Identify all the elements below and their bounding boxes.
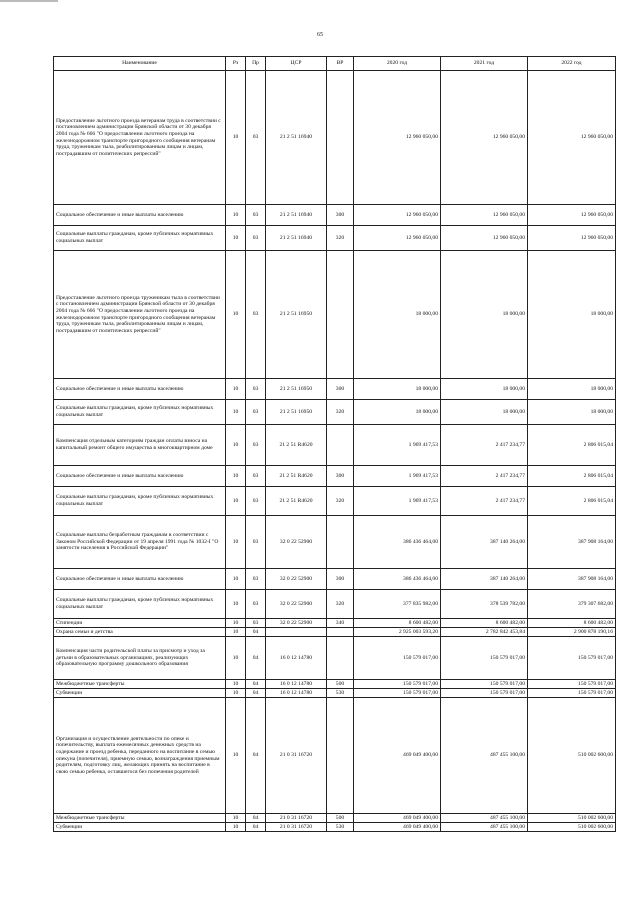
table-row [54,487,616,516]
table-row [54,814,616,823]
cell-name: Социальные выплаты безработным гражданам в соответствии с Законом Российской Федерации от 19 апреля 1991 года № 1032-I "О занятости населения в Российской Федерации" [54,516,226,569]
cell-year-2022: 510 002 600,00 [528,814,616,823]
cell-year-2022: 2 806 015,04 [528,466,616,487]
cell-vr [327,628,354,637]
cell-name: Стипендии [54,619,226,628]
header-cell: ЦСР [266,57,327,71]
cell-vr: 320 [327,226,354,251]
cell-csr: 21 0 31 16720 [266,823,327,832]
cell-pr: 03 [246,619,266,628]
cell-name: Социальное обеспечение и иные выплаты населению [54,379,226,400]
cell-year-2021: 18 000,00 [441,400,528,425]
cell-year-2020: 18 000,00 [354,400,441,425]
cell-year-2021: 12 960 050,00 [441,226,528,251]
table-row [54,226,616,251]
cell-name: Организация и осуществление деятельности по опеке и попечительству, выплата ежемесячных денежных средств на содержание и проезд ребенка, переданного на воспитание в семью опекуна (попечителя), приемную семью, вознаграждения приемным родителям, подготовку лиц, желающих принять на воспитание в свою семью ребенка, оставшегося без попечения родителей [54,698,226,814]
cell-year-2021: 487 455 100,00 [441,823,528,832]
cell-name: Межбюджетные трансферты [54,814,226,823]
cell-vr: 320 [327,400,354,425]
cell-year-2020: 2 925 003 593,20 [354,628,441,637]
cell-year-2020: 18 000,00 [354,379,441,400]
page-number: 65 [317,32,323,38]
scan-edge-mark [0,0,58,2]
cell-year-2022: 18 000,00 [528,379,616,400]
cell-pr: 04 [246,628,266,637]
cell-rz: 10 [226,619,246,628]
cell-vr [327,425,354,466]
table-body [54,71,616,832]
header-cell: 2022 год [528,57,616,71]
cell-year-2021: 487 455 100,00 [441,698,528,814]
cell-csr: 21 2 51 16950 [266,400,327,425]
cell-name: Охрана семьи и детства [54,628,226,637]
table-row [54,71,616,205]
cell-year-2022: 2 806 015,04 [528,425,616,466]
cell-rz: 10 [226,379,246,400]
cell-csr: 21 2 51 R4620 [266,466,327,487]
cell-vr: 300 [327,569,354,590]
table-row [54,637,616,680]
cell-year-2020: 150 579 017,00 [354,680,441,689]
cell-year-2020: 18 000,00 [354,251,441,379]
cell-rz: 10 [226,698,246,814]
cell-rz: 10 [226,71,246,205]
table-header-row [54,57,616,71]
cell-rz: 10 [226,400,246,425]
cell-csr [266,628,327,637]
cell-year-2022: 12 960 050,00 [528,205,616,226]
cell-year-2021: 12 960 050,00 [441,205,528,226]
cell-vr: 320 [327,487,354,516]
cell-vr: 300 [327,466,354,487]
cell-rz: 10 [226,516,246,569]
cell-year-2020: 12 960 050,00 [354,205,441,226]
cell-rz: 10 [226,251,246,379]
cell-vr [327,698,354,814]
cell-year-2022: 8 600 482,00 [528,619,616,628]
table-row [54,379,616,400]
cell-csr: 21 0 31 16720 [266,698,327,814]
cell-pr: 03 [246,400,266,425]
table-row [54,680,616,689]
cell-year-2022: 12 960 050,00 [528,226,616,251]
cell-pr: 03 [246,590,266,619]
cell-name: Субвенции [54,689,226,698]
cell-year-2022: 510 002 600,00 [528,823,616,832]
cell-vr [327,71,354,205]
table-row [54,251,616,379]
cell-pr: 03 [246,71,266,205]
cell-rz: 10 [226,590,246,619]
cell-name: Компенсация отдельным категориям граждан оплаты взноса на капитальный ремонт общего имущества в многоквартирном доме [54,425,226,466]
cell-vr [327,637,354,680]
cell-rz: 10 [226,823,246,832]
cell-csr: 32 0 22 52900 [266,619,327,628]
cell-year-2022: 18 000,00 [528,400,616,425]
cell-year-2020: 8 600 482,00 [354,619,441,628]
cell-year-2020: 1 969 417,53 [354,487,441,516]
table-row [54,689,616,698]
header-cell: Наименование [54,57,226,71]
cell-year-2021: 378 539 782,00 [441,590,528,619]
cell-pr: 04 [246,637,266,680]
cell-year-2021: 150 579 017,00 [441,637,528,680]
cell-year-2022: 387 908 164,00 [528,569,616,590]
cell-name: Социальное обеспечение и иные выплаты населению [54,569,226,590]
cell-pr: 03 [246,205,266,226]
header-cell: Пр [246,57,266,71]
cell-year-2020: 1 969 417,53 [354,466,441,487]
header-cell: Рз [226,57,246,71]
cell-year-2022: 150 579 017,00 [528,689,616,698]
cell-name: Компенсация части родительской платы за присмотр и уход за детьми в образовательных организациях, реализующих образовательную программу дошкольного образования [54,637,226,680]
cell-csr: 16 0 12 14780 [266,680,327,689]
cell-year-2021: 18 000,00 [441,251,528,379]
cell-year-2020: 12 960 050,00 [354,71,441,205]
cell-name: Социальные выплаты гражданам, кроме публичных нормативных социальных выплат [54,226,226,251]
cell-year-2020: 469 049 400,00 [354,698,441,814]
cell-year-2020: 150 579 017,00 [354,637,441,680]
cell-year-2020: 386 436 464,00 [354,569,441,590]
cell-csr: 16 0 12 14780 [266,689,327,698]
cell-pr: 03 [246,516,266,569]
cell-csr: 21 2 51 16950 [266,251,327,379]
cell-name: Социальные выплаты гражданам, кроме публичных нормативных социальных выплат [54,487,226,516]
cell-name: Предоставление льготного проезда ветеранам труда в соответствии с постановлением администрации Брянской области от 30 декабря 2004 года № 666 "О предоставлении льготного проезда на железнодорожном транспорте пригородного сообщения ветеранам труда, труженикам тыла, реабилитированным лицам и лицам, пострадавшим от политических репрессий" [54,71,226,205]
table-row [54,466,616,487]
cell-year-2021: 12 960 050,00 [441,71,528,205]
cell-year-2020: 12 960 050,00 [354,226,441,251]
cell-year-2021: 18 000,00 [441,379,528,400]
table-row [54,698,616,814]
cell-year-2020: 469 049 400,00 [354,823,441,832]
cell-vr: 320 [327,590,354,619]
cell-rz: 10 [226,637,246,680]
cell-year-2020: 150 579 017,00 [354,689,441,698]
cell-rz: 10 [226,487,246,516]
table-row [54,569,616,590]
table-row [54,628,616,637]
cell-csr: 32 0 22 52900 [266,569,327,590]
cell-year-2022: 379 307 682,00 [528,590,616,619]
cell-pr: 04 [246,689,266,698]
cell-rz: 10 [226,680,246,689]
cell-csr: 21 2 51 16940 [266,205,327,226]
cell-vr: 530 [327,689,354,698]
cell-rz: 10 [226,814,246,823]
cell-vr: 300 [327,205,354,226]
cell-name: Социальные выплаты гражданам, кроме публичных нормативных социальных выплат [54,590,226,619]
cell-pr: 03 [246,466,266,487]
table-row [54,590,616,619]
cell-vr: 500 [327,680,354,689]
cell-csr: 21 2 51 R4620 [266,425,327,466]
cell-pr: 04 [246,698,266,814]
cell-year-2022: 2 900 878 190,16 [528,628,616,637]
cell-pr: 03 [246,569,266,590]
cell-name: Межбюджетные трансферты [54,680,226,689]
cell-name: Социальное обеспечение и иные выплаты населению [54,466,226,487]
cell-year-2021: 150 579 017,00 [441,689,528,698]
cell-year-2021: 387 140 264,00 [441,569,528,590]
table-row [54,425,616,466]
cell-csr: 16 0 12 14780 [266,637,327,680]
cell-csr: 32 0 22 52900 [266,516,327,569]
table-row [54,400,616,425]
cell-year-2020: 469 049 400,00 [354,814,441,823]
cell-year-2022: 2 806 015,04 [528,487,616,516]
cell-year-2022: 12 960 050,00 [528,71,616,205]
cell-pr: 03 [246,226,266,251]
cell-rz: 10 [226,689,246,698]
cell-vr [327,516,354,569]
table-row [54,205,616,226]
budget-table [53,56,616,832]
cell-csr: 21 2 51 16940 [266,226,327,251]
cell-year-2022: 18 000,00 [528,251,616,379]
cell-rz: 10 [226,205,246,226]
table-row [54,516,616,569]
table-row [54,823,616,832]
cell-pr: 04 [246,680,266,689]
header-cell: 2020 год [354,57,441,71]
cell-rz: 10 [226,425,246,466]
cell-name: Социальные выплаты гражданам, кроме публичных нормативных социальных выплат [54,400,226,425]
cell-vr: 300 [327,379,354,400]
cell-pr: 03 [246,379,266,400]
cell-csr: 21 2 51 R4620 [266,487,327,516]
cell-pr: 03 [246,487,266,516]
cell-csr: 21 2 51 16940 [266,71,327,205]
cell-name: Предоставление льготного проезда труженикам тыла в соответствии с постановлением администрации Брянской области от 30 декабря 2004 года № 666 "О предоставлении льготного проезда на железнодорожном транспорте пригородного сообщения ветеранам труда, труженикам тыла, реабилитированным лицам и лицам, пострадавшим от политических репрессий" [54,251,226,379]
cell-rz: 10 [226,466,246,487]
cell-vr: 340 [327,619,354,628]
cell-rz: 10 [226,226,246,251]
cell-year-2021: 8 600 482,00 [441,619,528,628]
cell-year-2020: 1 969 417,53 [354,425,441,466]
cell-vr [327,251,354,379]
cell-year-2021: 2 782 842 453,84 [441,628,528,637]
cell-year-2021: 2 417 234,77 [441,466,528,487]
cell-year-2020: 386 436 464,00 [354,516,441,569]
cell-pr: 04 [246,823,266,832]
cell-year-2022: 150 579 017,00 [528,637,616,680]
cell-vr: 500 [327,814,354,823]
cell-year-2022: 150 579 017,00 [528,680,616,689]
cell-year-2022: 510 002 600,00 [528,698,616,814]
cell-year-2021: 2 417 234,77 [441,425,528,466]
cell-csr: 21 0 31 16720 [266,814,327,823]
cell-year-2021: 487 455 100,00 [441,814,528,823]
cell-name: Социальное обеспечение и иные выплаты населению [54,205,226,226]
cell-name: Субвенции [54,823,226,832]
cell-year-2021: 387 140 264,00 [441,516,528,569]
cell-year-2021: 150 579 017,00 [441,680,528,689]
header-cell: ВР [327,57,354,71]
header-cell: 2021 год [441,57,528,71]
cell-pr: 03 [246,251,266,379]
cell-vr: 530 [327,823,354,832]
cell-rz: 10 [226,628,246,637]
cell-year-2022: 387 908 164,00 [528,516,616,569]
cell-year-2021: 2 417 234,77 [441,487,528,516]
table-row [54,619,616,628]
cell-csr: 21 2 51 16950 [266,379,327,400]
cell-year-2020: 377 835 982,00 [354,590,441,619]
cell-rz: 10 [226,569,246,590]
cell-pr: 03 [246,425,266,466]
cell-csr: 32 0 22 52900 [266,590,327,619]
cell-pr: 04 [246,814,266,823]
